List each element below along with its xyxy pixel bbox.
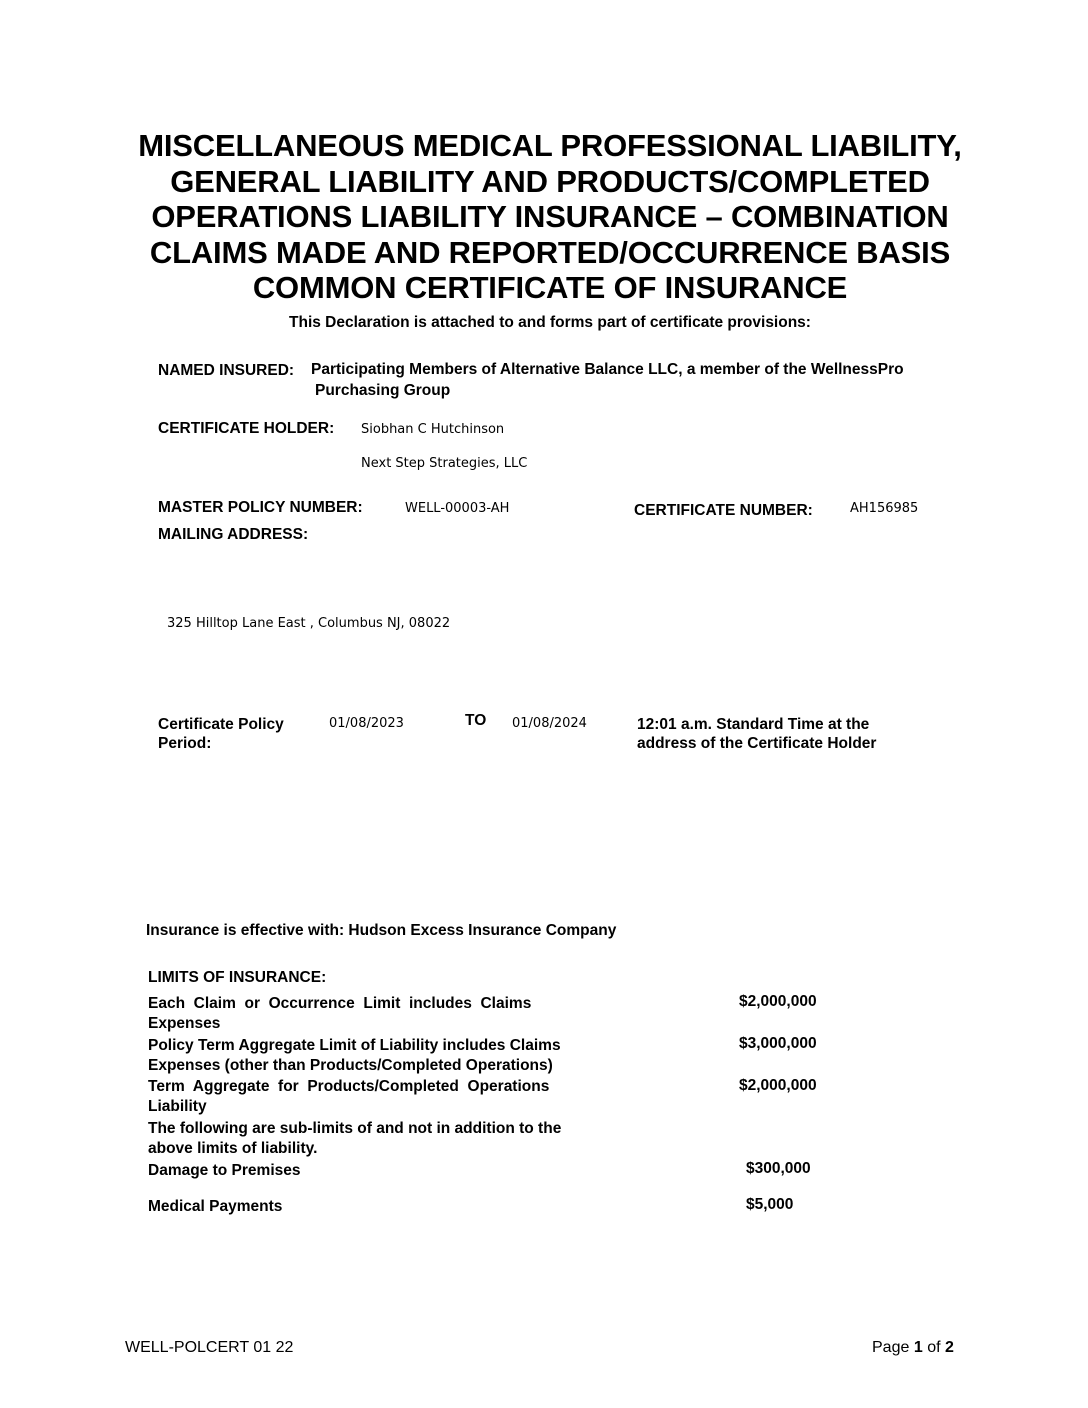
- limits-heading: LIMITS OF INSURANCE:: [148, 969, 327, 986]
- damage-to-premises-label: Damage to Premises: [148, 1162, 301, 1179]
- title-line: GENERAL LIABILITY AND PRODUCTS/COMPLETED: [170, 163, 930, 199]
- limit-label-line2: Expenses (other than Products/Completed Operations): [148, 1057, 553, 1074]
- limit-row-policy-aggregate: [148, 1036, 618, 1076]
- form-code: WELL-POLCERT 01 22: [125, 1339, 294, 1356]
- certificate-title: [100, 128, 1000, 306]
- limit-label-line2: Liability: [148, 1098, 207, 1115]
- page-indicator: [872, 1339, 954, 1357]
- named-insured-line2: Purchasing Group: [315, 382, 451, 399]
- certificate-holder-label: CERTIFICATE HOLDER:: [158, 420, 335, 437]
- limit-row-products-aggregate: [148, 1077, 618, 1117]
- page-of: of: [927, 1339, 941, 1356]
- page-word: Page: [872, 1339, 910, 1356]
- policy-period-label-line1: Certificate Policy: [158, 716, 284, 733]
- master-policy-number: WELL-00003-AH: [405, 501, 510, 516]
- limit-label-line1: Each Claim or Occurrence Limit includes Claims: [148, 995, 532, 1012]
- policy-period-to: TO: [465, 712, 487, 729]
- policy-period-start: 01/08/2023: [329, 716, 404, 731]
- sublimit-note-line1: The following are sub-limits of and not in addition to the: [148, 1120, 562, 1137]
- sublimit-note-line2: above limits of liability.: [148, 1140, 318, 1157]
- named-insured-label: NAMED INSURED:: [158, 362, 295, 379]
- master-policy-label: MASTER POLICY NUMBER:: [158, 499, 363, 516]
- mailing-address: 325 Hilltop Lane East , Columbus NJ, 08022: [167, 616, 451, 631]
- limit-label-line1: Term Aggregate for Products/Completed Operations: [148, 1078, 550, 1095]
- page-total: 2: [944, 1339, 954, 1356]
- title-line: OPERATIONS LIABILITY INSURANCE – COMBINATION: [151, 199, 949, 234]
- damage-to-premises-amount: $300,000: [746, 1160, 811, 1177]
- medical-payments-amount: $5,000: [746, 1196, 794, 1213]
- insurer-line: Insurance is effective with: Hudson Excess Insurance Company: [146, 922, 617, 939]
- limit-label-line2: Expenses: [148, 1015, 221, 1032]
- sublimit-note: [148, 1119, 628, 1159]
- named-insured-line1: Participating Members of Alternative Balance LLC, a member of the WellnessPro: [311, 361, 904, 378]
- title-line: MISCELLANEOUS MEDICAL PROFESSIONAL LIABILITY,: [138, 128, 962, 163]
- title-line: CLAIMS MADE AND REPORTED/OCCURRENCE BASIS: [149, 234, 951, 270]
- limit-amount: $3,000,000: [739, 1035, 817, 1052]
- policy-period-end: 01/08/2024: [512, 716, 587, 731]
- limit-label-line1: Policy Term Aggregate Limit of Liability includes Claims: [148, 1037, 561, 1054]
- certificate-holder-name: Siobhan C Hutchinson: [361, 422, 505, 437]
- certificate-number-label: CERTIFICATE NUMBER:: [634, 502, 813, 519]
- limit-row-each-claim: [148, 994, 618, 1034]
- policy-period-label-line2: Period:: [158, 735, 212, 752]
- policy-period-note-line2: address of the Certificate Holder: [637, 735, 877, 752]
- policy-period-note-line1: 12:01 a.m. Standard Time at the: [637, 716, 870, 733]
- certificate-number: AH156985: [850, 501, 919, 516]
- limit-amount: $2,000,000: [739, 993, 817, 1010]
- declaration-note: This Declaration is attached to and forms part of certificate provisions:: [289, 314, 811, 331]
- page-current: 1: [913, 1339, 923, 1356]
- mailing-address-label: MAILING ADDRESS:: [158, 526, 309, 543]
- limit-amount: $2,000,000: [739, 1077, 817, 1094]
- medical-payments-label: Medical Payments: [148, 1198, 283, 1215]
- title-line: COMMON CERTIFICATE OF INSURANCE: [252, 270, 848, 305]
- certificate-holder-company: Next Step Strategies, LLC: [361, 456, 528, 471]
